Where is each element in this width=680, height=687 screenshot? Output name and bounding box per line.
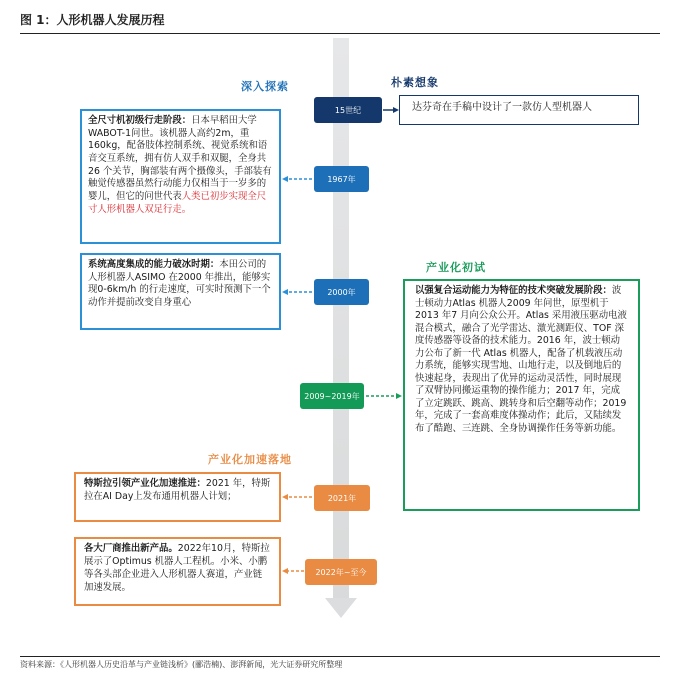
stage-industrialization-accel: 产业化加速落地 (208, 453, 292, 466)
bottom-rule (20, 656, 660, 657)
source-note: 资料来源：《人形机器人历史沿革与产业链浅析》(郦浩楠)、澎湃新闻，光大证券研究所整理 (20, 660, 343, 669)
event-2021-heading: 特斯拉引领产业化加速推进： (84, 478, 206, 489)
event-1967-highlight: 人类已初步实现全尺寸人形机器人双足行走。 (88, 191, 267, 215)
event-2022-heading: 各大厂商推出新产品。 (84, 543, 178, 554)
figure-title: 图 1：人形机器人发展历程 (20, 13, 165, 27)
event-2009-heading: 以强复合运动能力为特征的技术突破发展阶段： (415, 285, 612, 296)
timeline-2009-2019: 2009~2019年 (300, 383, 364, 409)
event-1967-body: 日本早稻田大学WABOT-1问世。该机器人高约2m，重160kg，配备肢体控制系统、视觉系统和语音交互系统，拥有仿人双手和双腿，全身共26 个关节，胸部装有两个摄像头，手部装有触觉传感器虽然行动能力仅相当于一岁多的婴儿，但它的问世代表 (88, 115, 272, 203)
connector-2022-arrow (282, 568, 288, 574)
event-15th-text: 达芬奇在手稿中设计了一款仿人型机器人 (412, 102, 592, 113)
timeline-2022-present: 2022年~至今 (305, 559, 377, 585)
event-2021-body: 2021 年，特斯拉在AI Day上发布通用机器人计划； (84, 478, 271, 502)
stage-concept: 朴素想象 (391, 76, 439, 89)
connector-1967-arrow (282, 176, 288, 182)
event-2021 (74, 472, 281, 522)
event-2022 (74, 537, 281, 606)
connector-2009-arrow (396, 393, 402, 399)
connector-2000-arrow (282, 289, 288, 295)
timeline-2021: 2021年 (314, 485, 370, 511)
event-2000-heading: 系统高度集成的能力破冰时期： (88, 259, 220, 270)
connector-2021-arrow (282, 494, 288, 500)
event-2009-2019 (403, 279, 640, 511)
stage-exploration: 深入探索 (241, 80, 289, 93)
event-2009-body: 波士顿动力Atlas 机器人2009 年问世，原型机于2013 年7 月向公众公开。Atlas 采用液压驱动电液混合模式，融合了光学雷达、激光测距仪、TOF 深度传感器等设备的技术能力。2016 年，波士顿动力公布了新一代 Atlas 机器人，配备了机载液压动力系统，能够实现雪地、山地行走，以及倒地后的快速起身，表现出了优异的运动灵活性，同时展现了双臂协同搬运重物的操作能力；2017 年，完成了立定跳跃、跳高、跳转身和后空翻等动作；2019 年，完成了一套高难度体操动作；此后，又陆续发布了酷跑、三连跳、全身协调操作任务等新功能。 (415, 285, 627, 434)
event-2000-body: 本田公司的人形机器人ASIMO 在2000 年推出，能够实现0-6km/h 的行走速度，可实时预测下一个动作并提前改变自身重心 (88, 259, 271, 309)
timeline-2000: 2000年 (314, 279, 369, 305)
event-15th-century (399, 95, 639, 125)
stage-industrialization-start: 产业化初试 (426, 261, 486, 274)
timeline-15th-century: 15世纪 (314, 97, 382, 123)
event-1967 (80, 109, 281, 244)
timeline-1967: 1967年 (314, 166, 369, 192)
event-1967-heading: 全尺寸机初级行走阶段： (88, 115, 192, 126)
event-2022-body: 2022年10月，特斯拉展示了Optimus 机器人工程机。小米、小鹏等各头部企业进入人形机器人赛道，产业链加速发展。 (84, 543, 270, 593)
event-2000 (80, 253, 281, 330)
